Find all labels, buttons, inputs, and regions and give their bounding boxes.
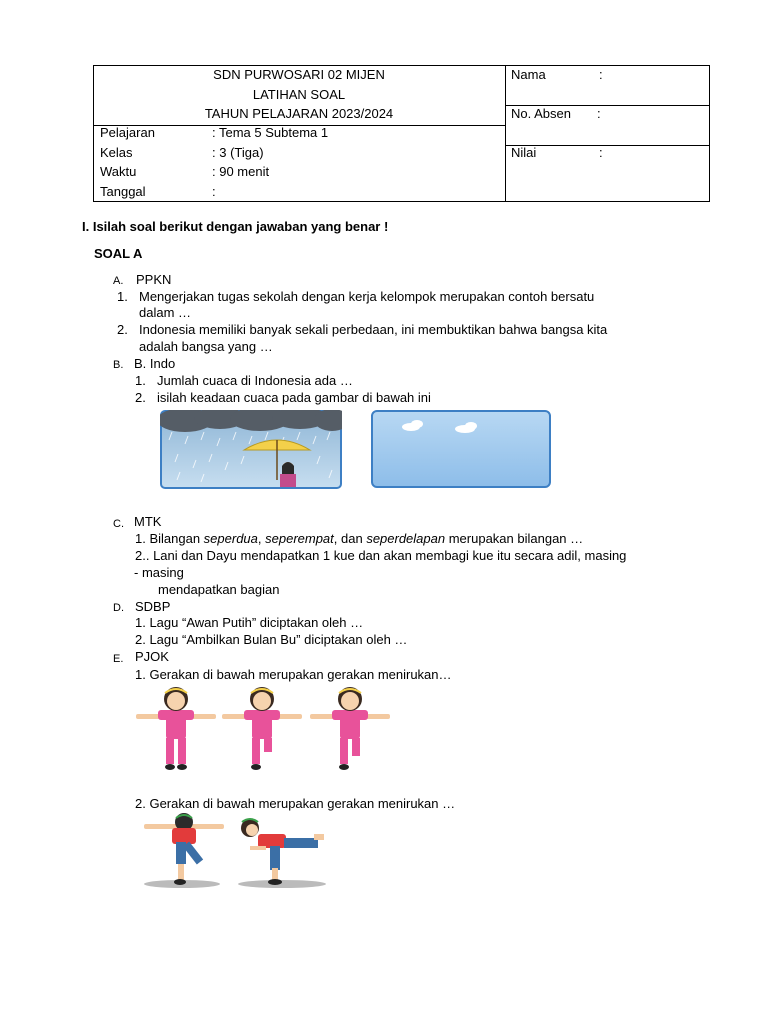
name-label: Nama: [511, 67, 546, 82]
school-year: TAHUN PELAJARAN 2023/2024: [204, 106, 394, 121]
clear-weather-image: [371, 410, 551, 488]
table-divider: [505, 66, 506, 201]
field-value: : 3 (Tiga): [212, 145, 264, 160]
section-title: MTK: [134, 514, 162, 529]
nilai-label: Nilai: [511, 145, 537, 160]
nilai-colon: :: [599, 145, 603, 160]
doc-title: LATIHAN SOAL: [252, 87, 346, 102]
field-value: : Tema 5 Subtema 1: [212, 125, 329, 140]
field-label: Waktu: [100, 164, 137, 179]
section-title: B. Indo: [134, 356, 176, 371]
header-table: [93, 65, 710, 202]
question-text: 2.. Lani dan Dayu mendapatkan 1 kue dan akan membagi kue itu secara adil, masing: [135, 548, 627, 563]
section-marker: E.: [113, 653, 124, 665]
question-text: Jumlah cuaca di Indonesia ada …: [157, 373, 353, 388]
field-label: Pelajaran: [100, 125, 155, 140]
field-label: Tanggal: [100, 184, 146, 199]
section-marker: D.: [113, 602, 124, 614]
field-value: :: [212, 184, 216, 199]
section-marker: A.: [113, 275, 124, 287]
section-title: PJOK: [135, 649, 169, 664]
rain-weather-image: [160, 410, 342, 489]
question-text: Indonesia memiliki banyak sekali perbedaan, ini membuktikan bahwa bangsa kita: [139, 322, 608, 337]
absen-label: No. Absen: [511, 106, 571, 121]
question-text: dalam …: [139, 305, 192, 320]
question-number: 1.: [117, 289, 128, 304]
name-colon: :: [599, 67, 603, 82]
question-text: 1. Bilangan seperdua, seperempat, dan seperdelapan merupakan bilangan …: [135, 531, 584, 546]
airplane-pose-kids-image: [142, 812, 334, 890]
school-name: SDN PURWOSARI 02 MIJEN: [213, 67, 385, 82]
section-title: PPKN: [136, 272, 172, 287]
question-text: 1. Gerakan di bawah merupakan gerakan menirukan…: [135, 667, 452, 682]
question-text: isilah keadaan cuaca pada gambar di bawah ini: [157, 390, 431, 405]
instruction: I. Isilah soal berikut dengan jawaban yang benar !: [82, 219, 389, 234]
section-marker: B.: [113, 359, 124, 371]
question-number: 2.: [135, 390, 146, 405]
soal-heading: SOAL A: [94, 246, 143, 261]
question-text: adalah bangsa yang …: [139, 339, 273, 354]
field-value: : 90 menit: [212, 164, 270, 179]
question-number: 1.: [135, 373, 146, 388]
question-number: 2.: [117, 322, 128, 337]
question-text: - masing: [134, 565, 184, 580]
field-label: Kelas: [100, 145, 133, 160]
section-marker: C.: [113, 518, 124, 530]
question-text: 1. Lagu “Awan Putih” diciptakan oleh …: [135, 615, 364, 630]
question-text: 2. Lagu “Ambilkan Bulan Bu” diciptakan oleh …: [135, 632, 408, 647]
question-text: mendapatkan bagian: [158, 582, 280, 597]
arms-spread-girls-image: [134, 683, 396, 775]
section-title: SDBP: [135, 599, 171, 614]
question-text: Mengerjakan tugas sekolah dengan kerja kelompok merupakan contoh bersatu: [139, 289, 595, 304]
absen-colon: :: [597, 106, 601, 121]
question-text: 2. Gerakan di bawah merupakan gerakan menirukan …: [135, 796, 456, 811]
